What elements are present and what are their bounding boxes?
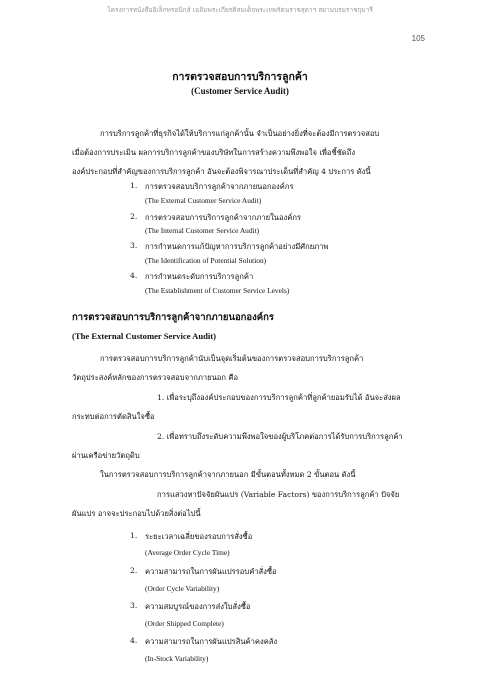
list-item-text: การตรวจสอบการบริการลูกค้าจากภายในองค์กร bbox=[145, 213, 302, 222]
section-paragraph-line: การตรวจสอบการบริการลูกค้านับเป็นจุดเริ่มต้นของการตรวจสอบการบริการลูกค้า bbox=[100, 354, 364, 363]
section-heading: การตรวจสอบการบริการลูกค้าจากภายนอกองค์กร bbox=[72, 312, 274, 323]
list-item-english: (In-Stock Variability) bbox=[145, 654, 209, 663]
list-item-text: การกำหนดระดับการบริการลูกค้า bbox=[145, 272, 254, 281]
list-item-number: 4. bbox=[130, 636, 138, 645]
list-item-number: 4. bbox=[130, 271, 138, 280]
list-item-english: (The Internal Customer Service Audit) bbox=[145, 226, 260, 235]
list-item-text: ความสมบูรณ์ของการส่งใบสั่งซื้อ bbox=[145, 602, 251, 611]
list-item-number: 3. bbox=[130, 601, 138, 610]
list-item-english: (Order Cycle Variability) bbox=[145, 584, 220, 593]
page-number: 105 bbox=[411, 34, 425, 43]
intro-line-2: เมื่อต้องการประเมิน ผลการบริการลูกค้าของบริษัทในการสร้างความพึงพอใจ เพื่อชี้ชัดถึง bbox=[72, 148, 356, 157]
list-item-english: (Order Shipped Complete) bbox=[145, 619, 224, 628]
objective-line: ผ่านเครือข่ายวัตถุดิบ bbox=[72, 451, 140, 460]
list-item-number: 2. bbox=[130, 566, 138, 575]
list-item-english: (The Identification of Potential Solution) bbox=[145, 256, 267, 265]
section-heading-english: (The External Customer Service Audit) bbox=[72, 331, 217, 341]
list-item-english: (The External Customer Service Audit) bbox=[145, 196, 262, 205]
list-item-text: การกำหนดการแก้ปัญหาการบริการลูกค้าอย่างมีศักยภาพ bbox=[145, 242, 329, 251]
page-subtitle: (Customer Service Audit) bbox=[191, 86, 289, 96]
objective-line: 2. เพื่อทราบถึงระดับความพึงพอใจของผู้บริโภคต่อการได้รับการบริการลูกค้า bbox=[157, 432, 403, 441]
list-item-english: (Average Order Cycle Time) bbox=[145, 548, 230, 557]
list-item-number: 2. bbox=[130, 212, 138, 221]
list-item-number: 3. bbox=[130, 241, 138, 250]
factors-line: ผันแปร อาจจะประกอบไปด้วยสิ่งต่อไปนี้ bbox=[72, 509, 201, 518]
intro-line-3: องค์ประกอบที่สำคัญของการบริการลูกค้า อันจะต้องพิจารณาประเด็นที่สำคัญ 4 ประการ ดังนี้ bbox=[72, 167, 371, 176]
list-item-text: ความสามารถในการผันแปรรอบคำสั่งซื้อ bbox=[145, 567, 277, 576]
watermark: โครงการหนังสืออิเล็กทรอนิกส์ เฉลิมพระเกียรติสมเด็จพระเทพรัตนราชสุดาฯ สยามบรมราชกุมารี bbox=[107, 6, 373, 14]
page-title: การตรวจสอบการบริการลูกค้า bbox=[172, 71, 308, 83]
list-item-text: การตรวจสอบบริการลูกค้าจากภายนอกองค์กร bbox=[145, 182, 294, 191]
intro-line-1: การบริการลูกค้าที่ธุรกิจได้ให้บริการแก่ลูกค้านั้น จำเป็นอย่างยิ่งที่จะต้องมีการตรวจสอบ bbox=[100, 129, 380, 138]
objective-line: 1. เพื่อระบุถึงองค์ประกอบของการบริการลูกค้าที่ลูกค้ายอมรับได้ อันจะส่งผล bbox=[157, 393, 401, 402]
list-item-number: 1. bbox=[130, 181, 138, 190]
list-item-text: ความสามารถในการผันแปรสินค้าคงคลัง bbox=[145, 637, 278, 646]
steps-intro: ในการตรวจสอบการบริการลูกค้าจากภายนอก มีขั้นตอนทั้งหมด 2 ขั้นตอน ดังนี้ bbox=[100, 470, 356, 479]
section-paragraph-line: วัตถุประสงค์หลักของการตรวจสอบจากภายนอก คือ bbox=[72, 373, 239, 382]
list-item-english: (The Establishment of Customer Service Levels) bbox=[145, 286, 290, 295]
list-item-number: 1. bbox=[130, 531, 138, 540]
objective-line: กระทบต่อการตัดสินใจซื้อ bbox=[72, 412, 155, 421]
list-item-text: ระยะเวลาเฉลี่ยของรอบการสั่งซื้อ bbox=[145, 532, 253, 541]
factors-line: การแสวงหาปัจจัยผันแปร (Variable Factors) ของการบริการลูกค้า ปัจจัย bbox=[157, 490, 400, 499]
